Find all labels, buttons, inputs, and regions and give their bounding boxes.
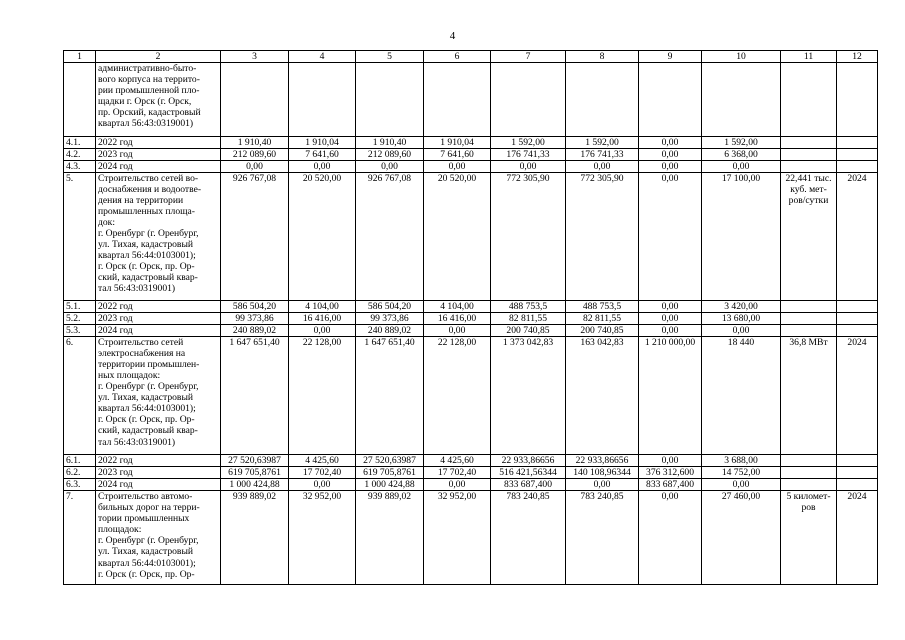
- header-cell: 2: [96, 51, 221, 63]
- header-cell: 5: [356, 51, 424, 63]
- table-row: [64, 479, 878, 491]
- value-cell: 0,00: [639, 325, 702, 337]
- value-cell: 20 520,00: [289, 173, 356, 301]
- value-cell: 17 702,40: [289, 467, 356, 479]
- table-row: [64, 301, 878, 313]
- item-number: 7.: [64, 491, 96, 585]
- header-cell: 3: [221, 51, 289, 63]
- item-description: Строительство автомо- бильных дорог на терри- тории промышленных площадок: г. Оренбург (г. Оренбург, ул. Тихая, кадастровый квартал 56:44:0103001); г. Орск (г. Орск, пр. Ор-: [96, 491, 221, 585]
- value-cell: 772 305,90: [566, 173, 639, 301]
- value-cell: 32 952,00: [424, 491, 491, 585]
- value-cell: 7 641,60: [424, 149, 491, 161]
- value-cell: 0,00: [221, 161, 289, 173]
- value-cell: 3 420,00: [702, 301, 781, 313]
- value-cell: 783 240,85: [491, 491, 566, 585]
- value-cell: 0,00: [639, 149, 702, 161]
- item-number: 6.3.: [64, 479, 96, 491]
- value-cell: 176 741,33: [566, 149, 639, 161]
- value-cell: 16 416,00: [424, 313, 491, 325]
- header-row: [64, 51, 878, 63]
- value-cell: 833 687,400: [639, 479, 702, 491]
- item-number: 5.3.: [64, 325, 96, 337]
- value-cell: 0,00: [289, 325, 356, 337]
- table-row: [64, 313, 878, 325]
- value-cell: 0,00: [289, 479, 356, 491]
- value-cell: 516 421,56344: [491, 467, 566, 479]
- item-description: 2024 год: [96, 161, 221, 173]
- item-description: 2024 год: [96, 325, 221, 337]
- value-cell: 0,00: [566, 479, 639, 491]
- item-description: 2023 год: [96, 313, 221, 325]
- value-cell: 376 312,600: [639, 467, 702, 479]
- item-description: 2024 год: [96, 479, 221, 491]
- value-cell: 0,00: [424, 161, 491, 173]
- value-cell: 488 753,5: [566, 301, 639, 313]
- value-cell: 1 592,00: [491, 137, 566, 149]
- capacity-cell: 5 километ- ров: [781, 491, 837, 585]
- value-cell: 6 368,00: [702, 149, 781, 161]
- value-cell: 140 108,96344: [566, 467, 639, 479]
- value-cell: 0,00: [639, 137, 702, 149]
- item-description: Строительство сетей электроснабжения на территории промышлен- ных площадок: г. Оренбург (г. Оренбург, ул. Тихая, кадастровый квартал 56:44:0103001); г. Орск (г. Орск, пр. Ор- ский, кадастровый квар- тал 56:43:0319001): [96, 337, 221, 455]
- value-cell: 22 128,00: [289, 337, 356, 455]
- value-cell: 4 425,60: [424, 455, 491, 467]
- value-cell: 27 520,63987: [221, 455, 289, 467]
- value-cell: 939 889,02: [356, 491, 424, 585]
- header-cell: 1: [64, 51, 96, 63]
- value-cell: 16 416,00: [289, 313, 356, 325]
- value-cell: 18 440: [702, 337, 781, 455]
- item-description: 2022 год: [96, 455, 221, 467]
- financing-table: [63, 50, 878, 585]
- table-row: [64, 137, 878, 149]
- item-description: 2023 год: [96, 467, 221, 479]
- value-cell: 0,00: [639, 455, 702, 467]
- value-cell: 82 811,55: [491, 313, 566, 325]
- value-cell: 772 305,90: [491, 173, 566, 301]
- item-number: 5.1.: [64, 301, 96, 313]
- value-cell: 82 811,55: [566, 313, 639, 325]
- table-row: [64, 325, 878, 337]
- year-cell: 2024: [837, 491, 878, 585]
- item-description: 2023 год: [96, 149, 221, 161]
- table-row: [64, 149, 878, 161]
- header-cell: 9: [639, 51, 702, 63]
- value-cell: 0,00: [639, 173, 702, 301]
- value-cell: 27 520,63987: [356, 455, 424, 467]
- value-cell: 1 373 042,83: [491, 337, 566, 455]
- value-cell: 0,00: [702, 161, 781, 173]
- value-cell: 0,00: [702, 325, 781, 337]
- value-cell: 0,00: [566, 161, 639, 173]
- value-cell: 3 688,00: [702, 455, 781, 467]
- item-number: 4.3.: [64, 161, 96, 173]
- value-cell: 1 592,00: [566, 137, 639, 149]
- value-cell: 0,00: [639, 301, 702, 313]
- value-cell: 17 702,40: [424, 467, 491, 479]
- value-cell: 22 933,86656: [491, 455, 566, 467]
- header-cell: 8: [566, 51, 639, 63]
- value-cell: 1 000 424,88: [221, 479, 289, 491]
- value-cell: 22 933,86656: [566, 455, 639, 467]
- value-cell: 99 373,86: [356, 313, 424, 325]
- value-cell: 212 089,60: [356, 149, 424, 161]
- value-cell: 7 641,60: [289, 149, 356, 161]
- value-cell: 1 647 651,40: [221, 337, 289, 455]
- table-row: [64, 455, 878, 467]
- value-cell: 926 767,08: [221, 173, 289, 301]
- value-cell: 488 753,5: [491, 301, 566, 313]
- value-cell: 240 889,02: [221, 325, 289, 337]
- value-cell: 4 104,00: [424, 301, 491, 313]
- value-cell: 4 104,00: [289, 301, 356, 313]
- value-cell: 1 647 651,40: [356, 337, 424, 455]
- table-row: [64, 337, 878, 455]
- item-number: 5.2.: [64, 313, 96, 325]
- header-cell: 7: [491, 51, 566, 63]
- value-cell: 926 767,08: [356, 173, 424, 301]
- value-cell: 240 889,02: [356, 325, 424, 337]
- value-cell: 4 425,60: [289, 455, 356, 467]
- value-cell: 14 752,00: [702, 467, 781, 479]
- header-cell: 11: [781, 51, 837, 63]
- table-row: [64, 161, 878, 173]
- value-cell: 0,00: [289, 161, 356, 173]
- value-cell: 0,00: [639, 491, 702, 585]
- table-row: [64, 491, 878, 585]
- value-cell: 619 705,8761: [356, 467, 424, 479]
- value-cell: 833 687,400: [491, 479, 566, 491]
- value-cell: 200 740,85: [566, 325, 639, 337]
- page-number: 4: [449, 30, 456, 42]
- value-cell: 22 128,00: [424, 337, 491, 455]
- value-cell: 0,00: [424, 479, 491, 491]
- value-cell: 99 373,86: [221, 313, 289, 325]
- value-cell: 783 240,85: [566, 491, 639, 585]
- item-description: Строительство сетей во- доснабжения и водоотве- дения на территории промышленных площа- док: г. Оренбург (г. Оренбург, ул. Тихая, кадастровый квартал 56:44:0103001); г. Орск (г. Орск, пр. Ор- ский, кадастровый квар- тал 56:43:0319001): [96, 173, 221, 301]
- header-cell: 10: [702, 51, 781, 63]
- value-cell: 0,00: [356, 161, 424, 173]
- item-description: 2022 год: [96, 137, 221, 149]
- value-cell: 0,00: [639, 313, 702, 325]
- value-cell: 32 952,00: [289, 491, 356, 585]
- value-cell: 0,00: [491, 161, 566, 173]
- value-cell: 586 504,20: [356, 301, 424, 313]
- value-cell: 1 210 000,00: [639, 337, 702, 455]
- header-cell: 12: [837, 51, 878, 63]
- value-cell: 27 460,00: [702, 491, 781, 585]
- year-cell: 2024: [837, 337, 878, 455]
- value-cell: 1 910,40: [221, 137, 289, 149]
- header-cell: 4: [289, 51, 356, 63]
- capacity-cell: 36,8 МВт: [781, 337, 837, 455]
- value-cell: 0,00: [424, 325, 491, 337]
- value-cell: 619 705,8761: [221, 467, 289, 479]
- value-cell: 939 889,02: [221, 491, 289, 585]
- value-cell: 200 740,85: [491, 325, 566, 337]
- table-row: [64, 467, 878, 479]
- value-cell: 0,00: [702, 479, 781, 491]
- item-description: 2022 год: [96, 301, 221, 313]
- value-cell: 212 089,60: [221, 149, 289, 161]
- item-description: административно-быто- вого корпуса на террито- рии промышленной пло- щадки г. Орск (г. Орск, пр. Орский, кадастровый квартал 56:43:0319001): [96, 63, 221, 137]
- year-cell: 2024: [837, 173, 878, 301]
- value-cell: 1 000 424,88: [356, 479, 424, 491]
- value-cell: 1 910,04: [424, 137, 491, 149]
- item-number: 4.2.: [64, 149, 96, 161]
- item-number: 6.2.: [64, 467, 96, 479]
- value-cell: 20 520,00: [424, 173, 491, 301]
- value-cell: 163 042,83: [566, 337, 639, 455]
- header-cell: 6: [424, 51, 491, 63]
- value-cell: 586 504,20: [221, 301, 289, 313]
- table-row: [64, 173, 878, 301]
- item-number: 6.1.: [64, 455, 96, 467]
- item-number: 6.: [64, 337, 96, 455]
- table-row: [64, 63, 878, 137]
- value-cell: 13 680,00: [702, 313, 781, 325]
- value-cell: 1 592,00: [702, 137, 781, 149]
- value-cell: 1 910,40: [356, 137, 424, 149]
- item-number: 4.1.: [64, 137, 96, 149]
- value-cell: 1 910,04: [289, 137, 356, 149]
- capacity-cell: 22,441 тыс. куб. мет- ров/сутки: [781, 173, 837, 301]
- value-cell: 0,00: [639, 161, 702, 173]
- value-cell: 176 741,33: [491, 149, 566, 161]
- value-cell: 17 100,00: [702, 173, 781, 301]
- item-number: 5.: [64, 173, 96, 301]
